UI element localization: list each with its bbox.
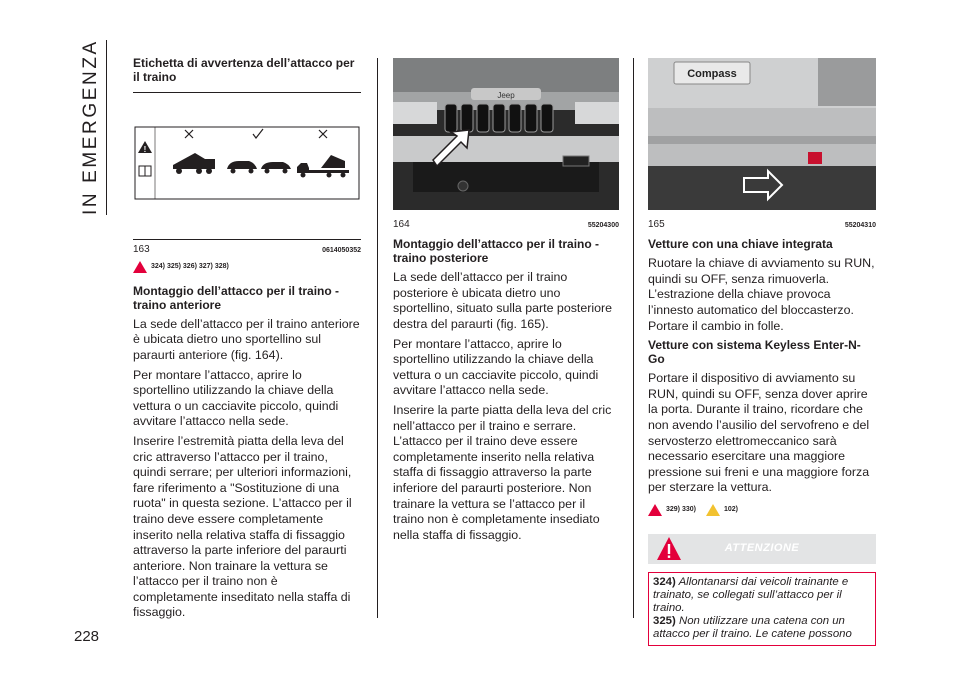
column-1 (133, 56, 361, 625)
paragraph: Inserire la parte piatta della leva del cric nell’attacco per il traino e serrare. L’attacco per il traino deve essere completamente inserito nella relativa staffa di fissaggio attraverso la parte inferiore del paraurti posteriore. Non trainare la vettura se l’attacco per il traino non è completamente insediato nella staffa di fissaggio. (393, 402, 612, 542)
subheading: Montaggio dell’attacco per il traino - traino anteriore (133, 283, 340, 312)
front-bumper-photo (393, 58, 619, 210)
column-3 (648, 58, 876, 646)
divider (133, 239, 361, 240)
attention-header (648, 534, 876, 564)
jeep-badge: Jeep (497, 91, 515, 100)
figure-number: 163 (133, 243, 150, 255)
attention-item: 324) Allontanarsi dai veicoli trainante e trainato, se collegati sull’attacco per il traino. (653, 575, 849, 614)
note-icon (706, 504, 720, 516)
attention-warning-icon (656, 536, 682, 562)
subheading: Vetture con una chiave integrata (648, 237, 833, 252)
section-rule (106, 40, 107, 215)
rear-bumper-photo (648, 58, 876, 210)
label-heading: Etichetta di avvertenza dell’attacco per il traino (133, 56, 355, 84)
column-divider (377, 58, 378, 618)
figure-code: 0614050352 (322, 246, 361, 254)
warning-icon (133, 261, 147, 273)
figure-number: 165 (648, 218, 665, 230)
tow-warning-label-figure (133, 125, 361, 203)
figure-number: 164 (393, 218, 410, 230)
figure-code: 55204300 (587, 221, 619, 229)
subheading: Montaggio dell’attacco per il traino - traino posteriore (393, 237, 600, 266)
paragraph: La sede dell’attacco per il traino posteriore è ubicata dietro uno sportellino, situato sulla parte posteriore destra del paraurti (fig. 165). (393, 270, 613, 331)
figure-code: 55204310 (844, 221, 876, 229)
model-badge: Compass (687, 68, 737, 80)
paragraph: Inserire l’estremità piatta della leva del cric attraverso l’attacco per il traino, quindi serrare; per ulteriori informazioni, fare riferimento a "Sostituzione di una ruota" in questa sezione. L’attacco per il traino deve essere completamente inserito nella relativa staffa di fissaggio attraverso la parte inferiore del paraurti anteriore. Non trainare la vettura se l’attacco per il traino non è completamente inseditato nella staffa di fissaggio. (133, 433, 352, 620)
figure-caption (393, 217, 619, 234)
column-2 (393, 58, 619, 547)
warning-references: 324) 325) 326) 327) 328) (133, 259, 361, 275)
grille (445, 104, 553, 132)
section-title: IN EMERGENZA (80, 39, 101, 215)
page-number: 228 (74, 628, 100, 645)
svg-text:!: ! (143, 145, 147, 154)
warning-references: 329) 330) 102) (648, 502, 876, 518)
paragraph: Per montare l’attacco, aprire lo sportellino utilizzando la chiave della vettura o un cacciavite piccolo, quindi avvitare l’attacco nella sede. (393, 336, 599, 398)
figure-caption (133, 242, 361, 259)
paragraph: La sede dell’attacco per il traino anteriore è ubicata dietro uno sportellino sul paraurti anteriore (fig. 164). (133, 316, 360, 362)
paragraph: Ruotare la chiave di avviamento su RUN, quindi su OFF, senza rimuoverla. L’estrazione della chiave provoca l’innesto automatico del bloccasterzo. Portare il cambio in folle. (648, 256, 875, 333)
attention-body (648, 572, 876, 646)
attention-title: ATTENZIONE (724, 541, 800, 554)
figure-caption (648, 217, 876, 234)
paragraph: Portare il dispositivo di avviamento su RUN, quindi su OFF, senza dover aprire la porta. Durante il traino, ricordare che non avendo l’ausilio del servofreno e del servosterzo elettromeccanico sarà necessario esercitare una maggiore pressione sui freni e una maggiore forza per sterzare la vettura. (648, 371, 870, 495)
subheading: Vetture con sistema Keyless Enter-N-Go (648, 338, 861, 367)
warning-icon (648, 504, 662, 516)
attention-item: 325) Non utilizzare una catena con un attacco per il traino. Le catene possono (653, 615, 852, 641)
paragraph: Per montare l’attacco, aprire lo sportellino utilizzando la chiave della vettura o un cacciavite piccolo, quindi avvitare l’attacco nella sede. (133, 367, 339, 429)
column-divider (633, 58, 634, 618)
